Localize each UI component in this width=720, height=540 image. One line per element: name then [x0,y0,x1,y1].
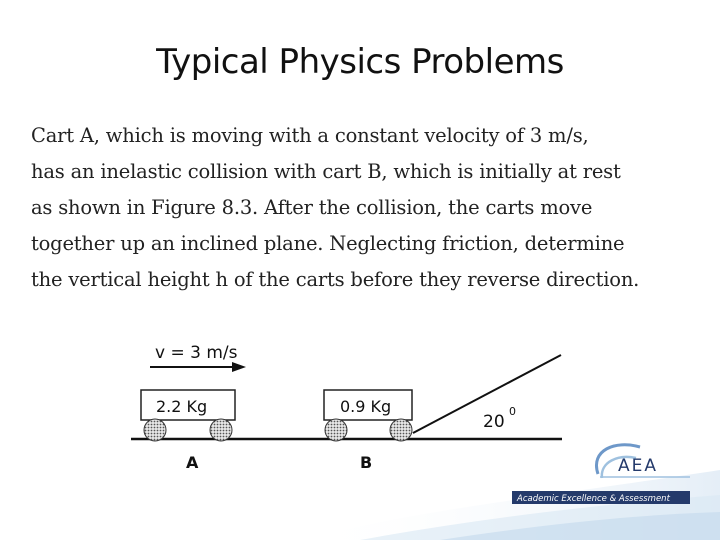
background-waves [300,470,720,540]
wheel-icon [390,419,412,441]
aea-logo [512,445,690,504]
cart-a-mass-label: 2.2 Kg [156,397,208,416]
cart-b-name: B [360,453,373,472]
velocity-label: v = 3 m/s [155,343,238,363]
slide-title: Typical Physics Problems [156,42,564,82]
velocity-arrow [150,362,246,372]
problem-line: as shown in Figure 8.3. After the collision, the carts move [31,196,593,219]
logo-tagline: Academic Excellence & Assessment [517,494,670,504]
cart-b [324,390,412,441]
problem-line: together up an inclined plane. Neglecting friction, determine [31,232,625,255]
problem-line: has an inelastic collision with cart B, which is initially at rest [31,160,621,183]
wheel-icon [144,419,166,441]
cart-b-mass-label: 0.9 Kg [340,397,392,416]
wheel-icon [325,419,347,441]
cart-a-name: A [186,453,199,472]
degree-symbol: 0 [509,405,516,418]
logo-text: AEA [618,456,658,476]
problem-line: Cart A, which is moving with a constant velocity of 3 m/s, [31,124,589,147]
wheel-icon [210,419,232,441]
incline-angle-label: 20 [483,412,505,432]
cart-a [141,390,235,441]
problem-line: the vertical height h of the carts before they reverse direction. [31,268,640,291]
